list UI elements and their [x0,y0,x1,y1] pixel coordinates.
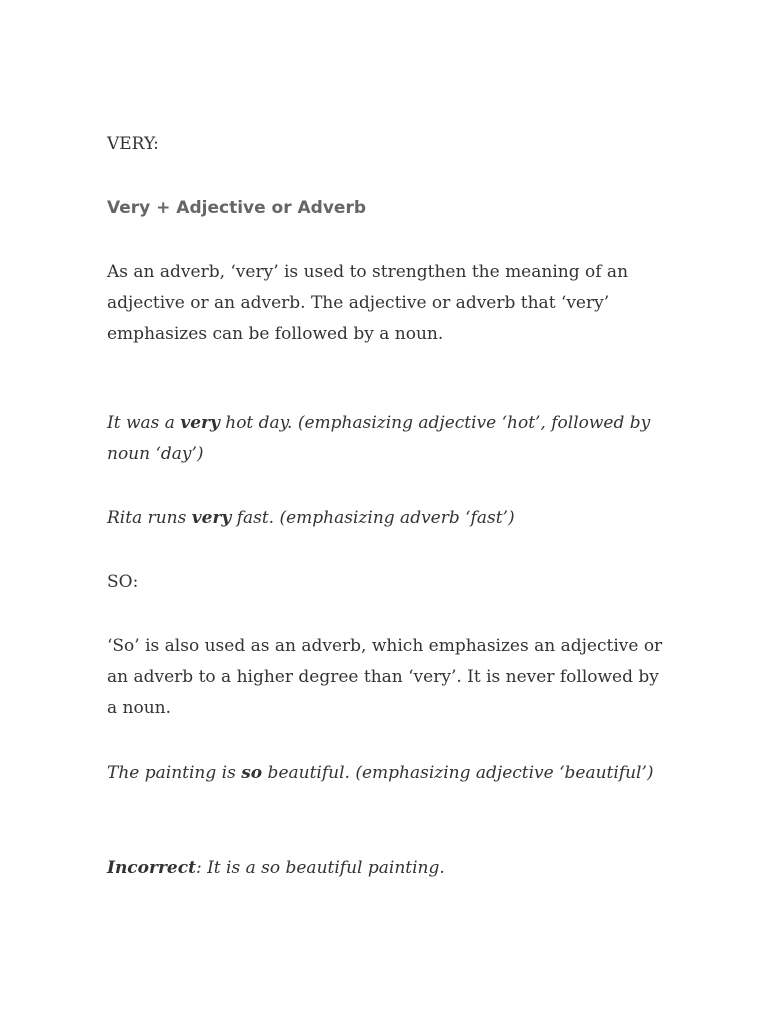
example-text: It was a [107,413,181,433]
paragraph-very-explanation: As an adverb, ‘very’ is used to strengthen the meaning of an adjective or an adverb. The adjective or adverb that ‘very’ emphasizes can be followed by a noun. [107,262,629,344]
example-very-hot-day [107,408,667,470]
example-keyword: so [241,763,263,783]
example-text: fast. (emphasizing adverb ‘fast’) [231,508,515,528]
example-text: The painting is [107,763,242,783]
example-text: beautiful. (emphasizing adjective ‘beautiful’) [262,763,654,783]
subheading-very-adjective-adverb: Very + Adjective or Adverb [107,198,367,218]
incorrect-label: Incorrect [107,858,196,878]
example-keyword: very [191,508,232,528]
incorrect-text: : It is a so beautiful painting. [195,858,445,878]
example-rita-runs [107,503,667,534]
section-label-so: SO: [107,572,139,592]
example-incorrect [107,853,667,884]
example-painting [107,758,667,789]
example-text: Rita runs [107,508,192,528]
paragraph-so-explanation: ‘So’ is also used as an adverb, which emphasizes an adjective or an adverb to a higher degree than ‘very’. It is never followed by a noun. [107,636,663,718]
example-text: hot day. (emphasizing adjective ‘hot’, followed by noun ‘day’) [107,413,651,464]
section-label-very: VERY: [107,134,159,154]
example-keyword: very [180,413,220,433]
